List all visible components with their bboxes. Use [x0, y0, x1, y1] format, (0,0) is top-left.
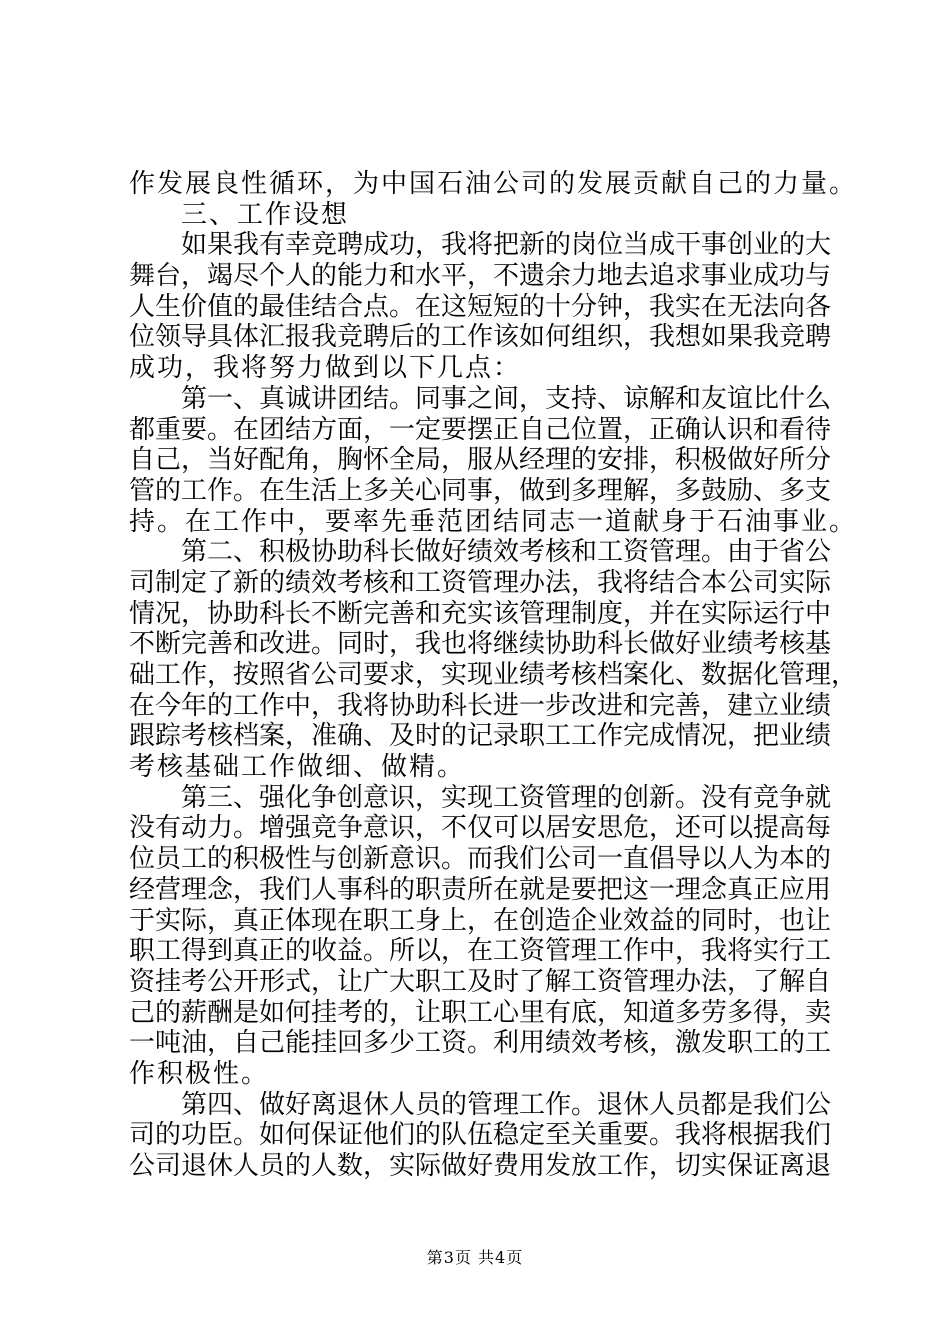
text-line: 跟踪考核档案，准确、及时的记录职工工作完成情况，把业绩	[129, 721, 832, 752]
text-line: 础工作，按照省公司要求，实现业绩考核档案化、数据化管理，	[129, 660, 858, 690]
text-line: 三、工作设想	[181, 199, 350, 230]
text-line: 在今年的工作中，我将协助科长进一步改进和完善，建立业绩	[129, 690, 832, 721]
text-line: 公司退休人员的人数，实际做好费用发放工作，切实保证离退	[129, 1151, 832, 1181]
text-line: 考核基础工作做细、做精。	[129, 752, 466, 783]
text-line: 舞台，竭尽个人的能力和水平，不遗余力地去追求事业成功与	[129, 261, 832, 292]
text-line: 第四、做好离退休人员的管理工作。退休人员都是我们公	[181, 1089, 832, 1120]
text-line: 成功，我将努力做到以下几点：	[129, 353, 522, 384]
text-line: 职工得到真正的收益。所以，在工资管理工作中，我将实行工	[129, 936, 832, 967]
text-line: 管的工作。在生活上多关心同事，做到多理解，多鼓励、多支	[129, 475, 832, 506]
text-line: 都重要。在团结方面，一定要摆正自己位置，正确认识和看待	[129, 414, 832, 445]
text-line: 情况，协助科长不断完善和充实该管理制度，并在实际运行中	[129, 598, 832, 629]
text-line: 己的薪酬是如何挂考的，让职工心里有底，知道多劳多得，卖	[129, 997, 832, 1028]
text-line: 人生价值的最佳结合点。在这短短的十分钟，我实在无法向各	[129, 291, 832, 322]
text-line: 作积极性。	[129, 1058, 270, 1089]
text-line: 位员工的积极性与创新意识。而我们公司一直倡导以人为本的	[129, 844, 832, 875]
text-line: 第三、强化争创意识，实现工资管理的创新。没有竞争就	[181, 782, 832, 813]
text-line: 第一、真诚讲团结。同事之间，支持、谅解和友谊比什么	[181, 383, 832, 414]
text-line: 司的功臣。如何保证他们的队伍稳定至关重要。我将根据我们	[129, 1120, 832, 1151]
text-line: 自己，当好配角，胸怀全局，服从经理的安排，积极做好所分	[129, 445, 832, 476]
text-line: 资挂考公开形式，让广大职工及时了解工资管理办法，了解自	[129, 966, 832, 997]
text-line: 作发展良性循环，为中国石油公司的发展贡献自己的力量。	[129, 169, 858, 199]
text-line: 第二、积极协助科长做好绩效考核和工资管理。由于省公	[181, 537, 832, 568]
page-number-footer: 第3页 共4页	[426, 1248, 524, 1267]
text-line: 不断完善和改进。同时，我也将继续协助科长做好业绩考核基	[129, 629, 832, 660]
text-line: 持。在工作中，要率先垂范团结同志一道献身于石油事业。	[129, 506, 858, 537]
text-line: 如果我有幸竞聘成功，我将把新的岗位当成干事创业的大	[181, 230, 832, 261]
document-body	[129, 169, 858, 1182]
text-line: 一吨油，自己能挂回多少工资。利用绩效考核，激发职工的工	[129, 1028, 832, 1059]
text-line: 于实际，真正体现在职工身上，在创造企业效益的同时，也让	[129, 905, 832, 936]
text-line: 没有动力。增强竞争意识，不仅可以居安思危，还可以提高每	[129, 813, 832, 844]
text-line: 位领导具体汇报我竞聘后的工作该如何组织，我想如果我竞聘	[129, 322, 832, 353]
text-line: 经营理念，我们人事科的职责所在就是要把这一理念真正应用	[129, 874, 832, 905]
text-line: 司制定了新的绩效考核和工资管理办法，我将结合本公司实际	[129, 567, 832, 598]
